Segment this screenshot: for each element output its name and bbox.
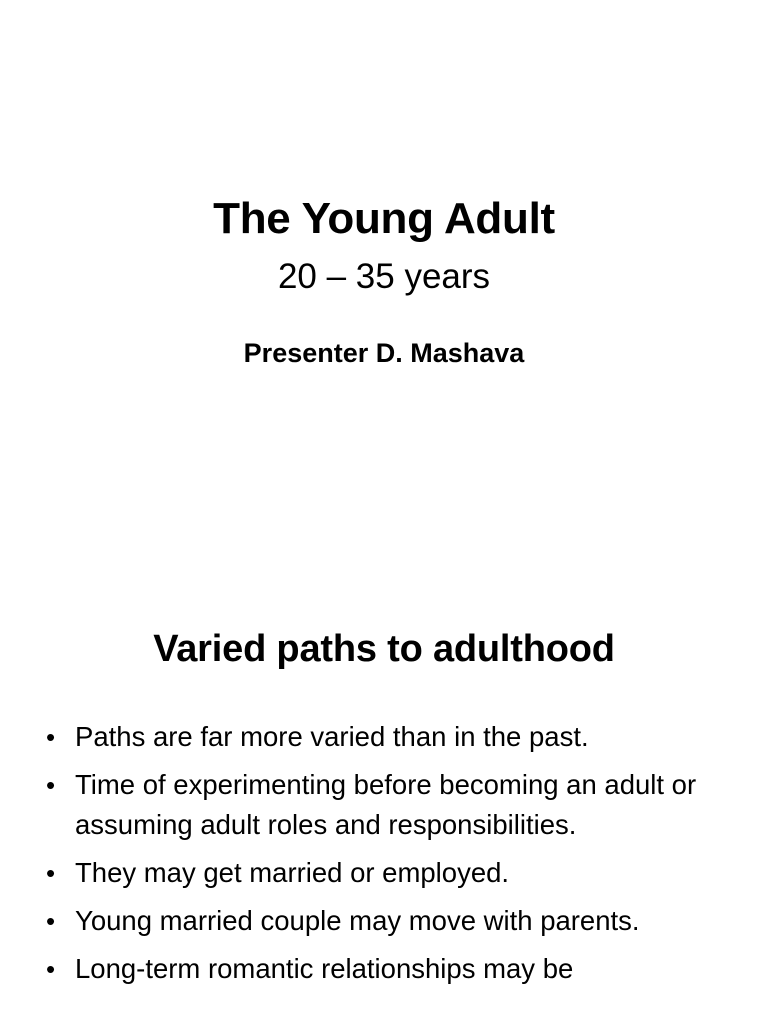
list-item	[44, 901, 744, 941]
bullet-text: Time of experimenting before becoming an adult or assuming adult roles and responsibilities.	[75, 769, 697, 840]
list-item	[44, 765, 744, 845]
presenter-name: Presenter D. Mashava	[243, 338, 525, 368]
content-slide	[0, 576, 768, 1024]
slide-title: The Young Adult	[213, 194, 555, 243]
bullet-text: Young married couple may move with parents.	[75, 905, 640, 936]
slide-title: Varied paths to adulthood	[153, 628, 615, 670]
bullet-icon: •	[46, 722, 56, 752]
list-item	[44, 949, 744, 989]
bullet-icon: •	[46, 954, 56, 984]
bullet-text: They may get married or employed.	[75, 857, 510, 888]
bullet-text: Paths are far more varied than in the past.	[75, 721, 589, 752]
bullet-list	[44, 717, 744, 997]
list-item	[44, 717, 744, 757]
bullet-icon: •	[46, 770, 56, 800]
bullet-icon: •	[46, 858, 56, 888]
slide-subtitle: 20 – 35 years	[277, 257, 491, 296]
bullet-icon: •	[46, 906, 56, 936]
list-item	[44, 853, 744, 893]
bullet-text: Long-term romantic relationships may be	[75, 953, 574, 984]
